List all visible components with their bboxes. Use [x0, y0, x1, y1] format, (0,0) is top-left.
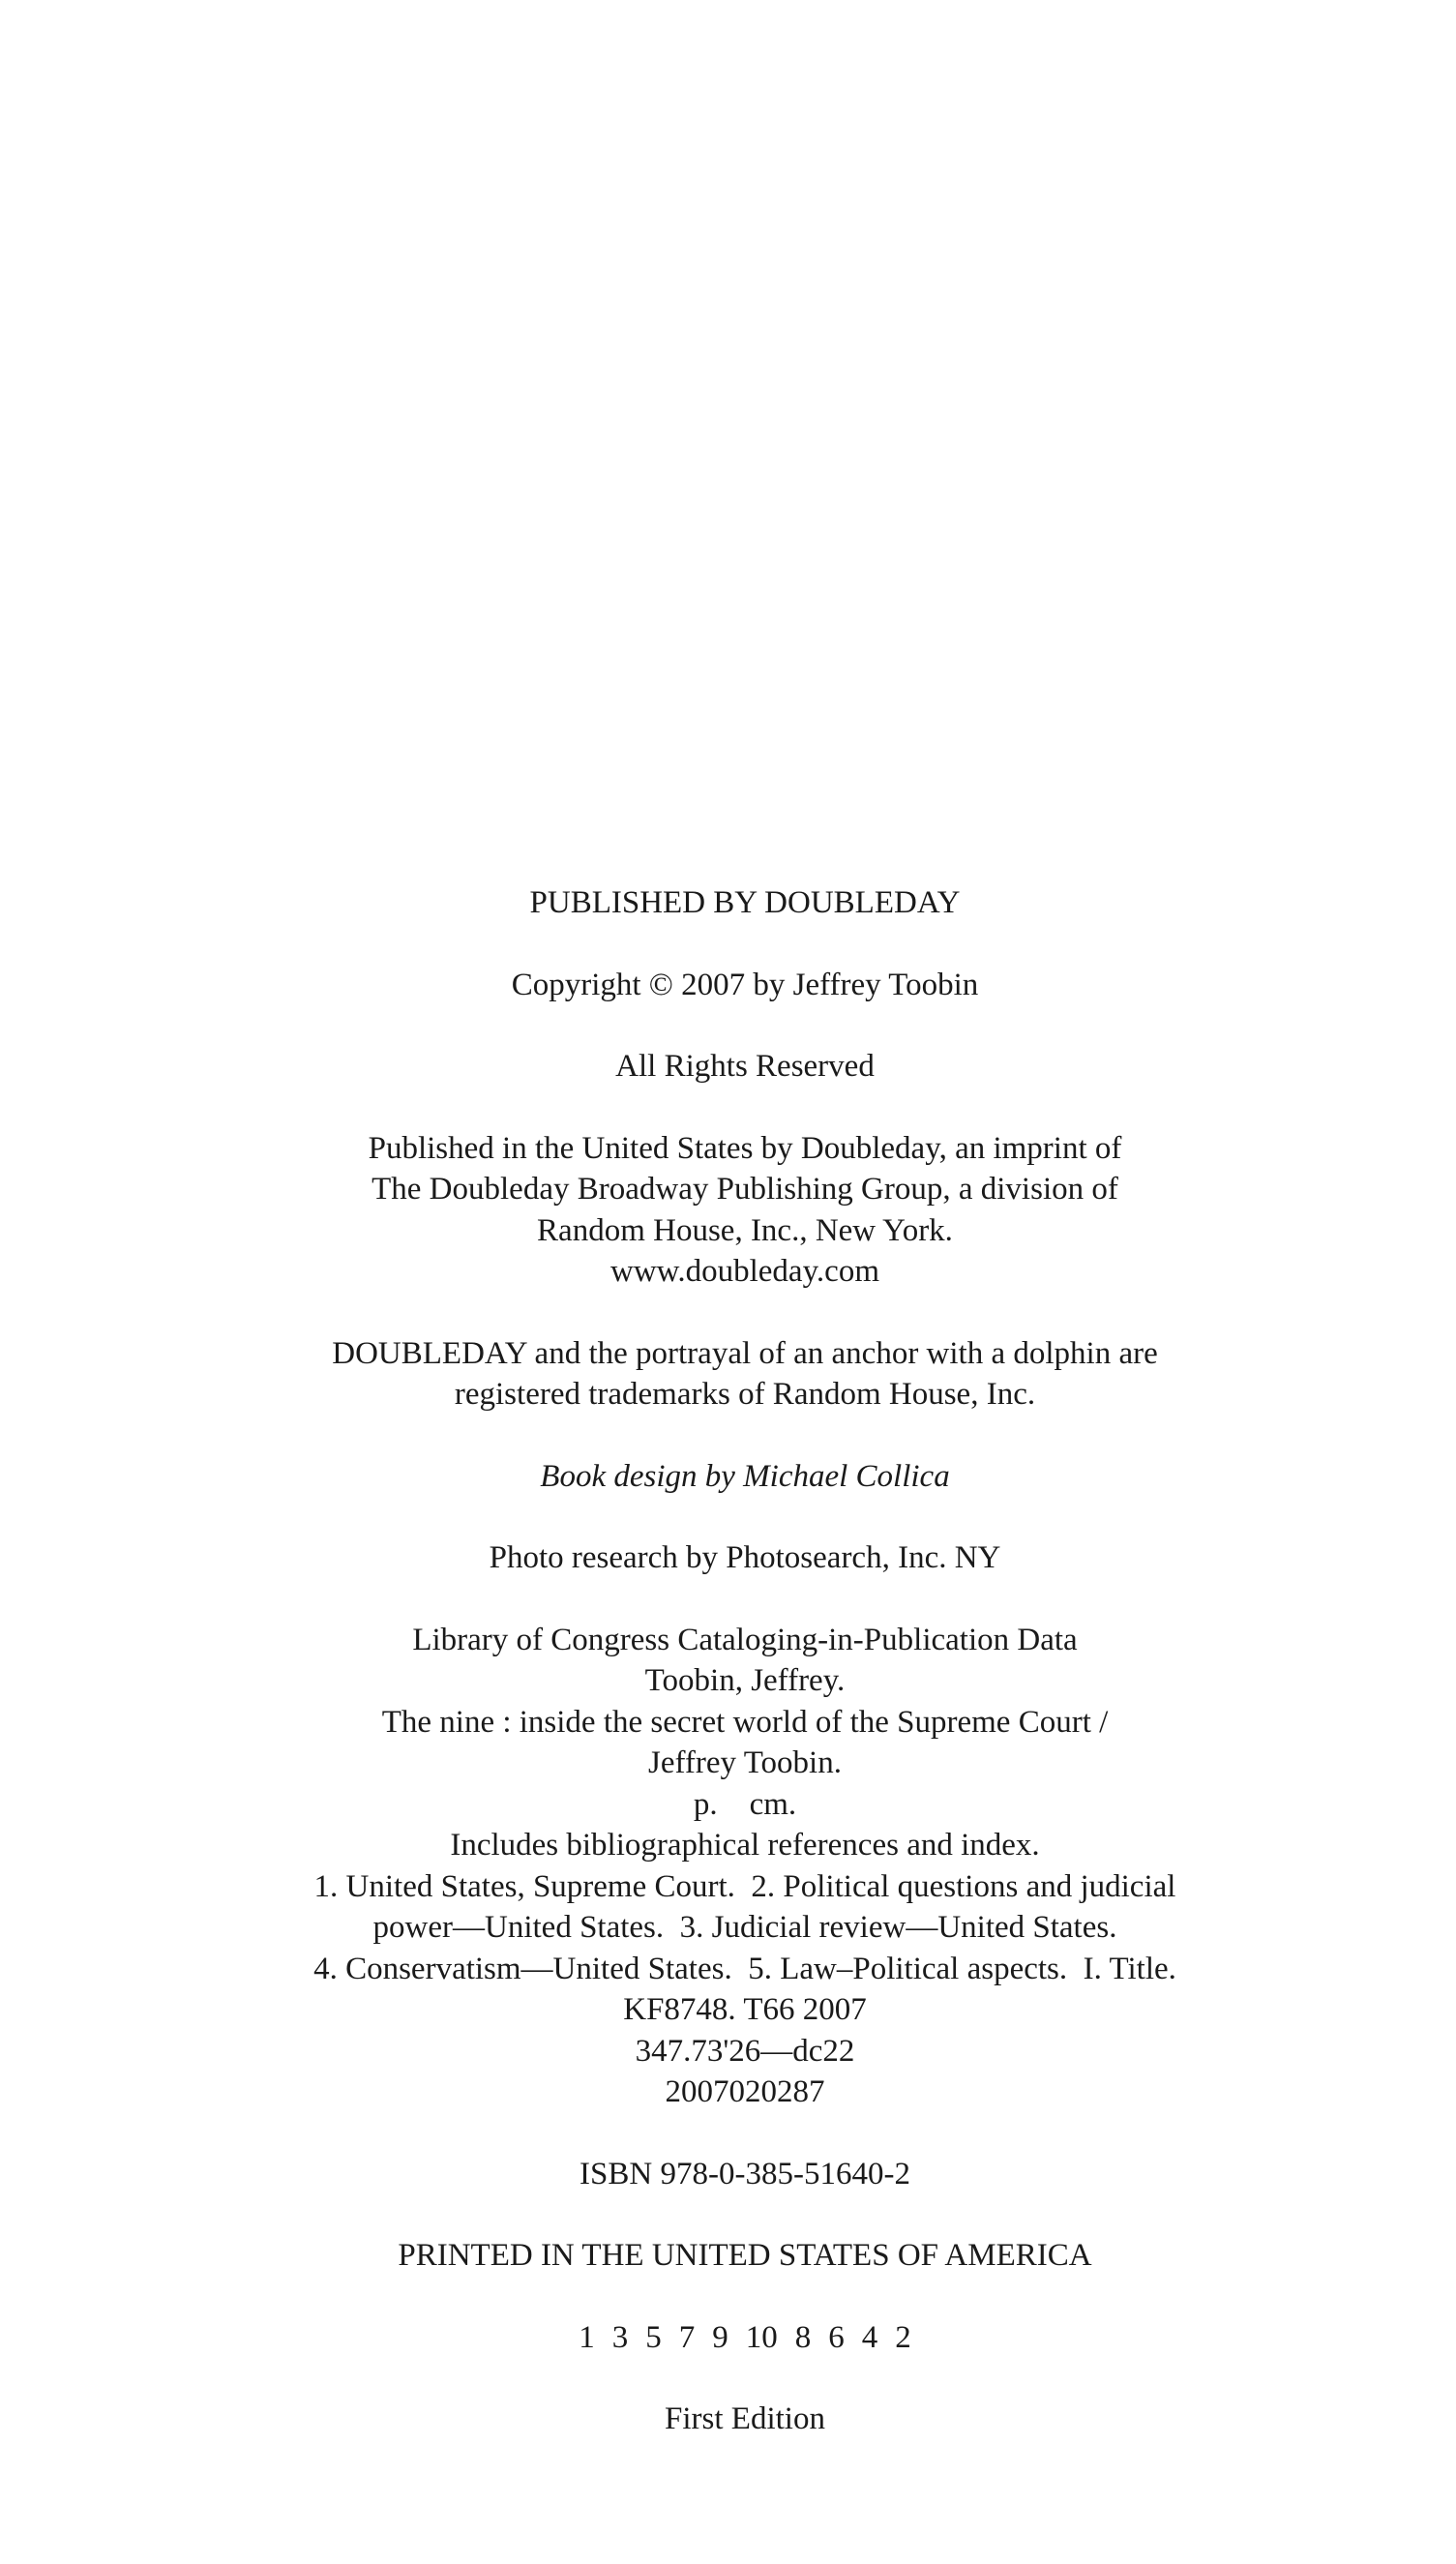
photo-research-block	[193, 1537, 1296, 1579]
rights-block	[193, 1046, 1296, 1088]
printing-number: 9	[712, 2319, 728, 2355]
printing-number: 10	[745, 2319, 778, 2355]
printing-numbers	[193, 2317, 1296, 2359]
isbn-block	[193, 2154, 1296, 2195]
copyright-notice: Copyright © 2007 by Jeffrey Toobin	[511, 967, 979, 1002]
trademark-line: DOUBLEDAY and the portrayal of an anchor with a dolphin are	[332, 1335, 1158, 1371]
photo-research-credit: Photo research by Photosearch, Inc. NY	[489, 1540, 1001, 1575]
copyright-block	[193, 965, 1296, 1006]
printing-number: 5	[645, 2319, 662, 2355]
edition-block	[193, 2399, 1296, 2440]
publication-info-line: The Doubleday Broadway Publishing Group, a division of	[371, 1172, 1118, 1207]
publication-info-line: Random House, Inc., New York.	[537, 1212, 953, 1248]
cip-line: 1. United States, Supreme Court. 2. Political questions and judicial	[313, 1868, 1176, 1904]
publisher-heading: PUBLISHED BY DOUBLEDAY	[529, 885, 961, 920]
printing-number: 7	[678, 2319, 696, 2355]
printed-in-block	[193, 2235, 1296, 2277]
cip-line: Toobin, Jeffrey.	[644, 1663, 846, 1698]
printing-number: 2	[895, 2319, 911, 2355]
cip-line: KF8748. T66 2007	[623, 1992, 867, 2027]
edition: First Edition	[665, 2401, 825, 2436]
isbn: ISBN 978-0-385-51640-2	[579, 2156, 910, 2191]
publication-info-block	[193, 1128, 1296, 1293]
cip-line: power—United States. 3. Judicial review—United States.	[372, 1910, 1117, 1945]
cip-line: p. cm.	[693, 1786, 797, 1822]
cip-line: 4. Conservatism—United States. 5. Law–Political aspects. I. Title.	[313, 1951, 1176, 1986]
publication-info-line: Published in the United States by Doubleday, an imprint of	[368, 1130, 1122, 1166]
printing-numbers-block	[193, 2317, 1296, 2359]
cip-line: Includes bibliographical references and index.	[450, 1828, 1040, 1863]
book-design-credit: Book design by Michael Collica	[540, 1458, 950, 1494]
rights-reserved: All Rights Reserved	[615, 1049, 875, 1084]
printed-in: PRINTED IN THE UNITED STATES OF AMERICA	[398, 2238, 1092, 2273]
printing-number: 3	[611, 2319, 629, 2355]
printing-number: 4	[861, 2319, 878, 2355]
cip-line: Jeffrey Toobin.	[648, 1745, 842, 1780]
printing-number: 8	[794, 2319, 812, 2355]
cip-line: Library of Congress Cataloging-in-Publication Data	[412, 1622, 1078, 1657]
publisher-website: www.doubleday.com	[610, 1254, 879, 1289]
printing-number: 6	[828, 2319, 845, 2355]
cip-line: 2007020287	[665, 2074, 825, 2109]
copyright-content	[193, 882, 1296, 2481]
trademark-line: registered trademarks of Random House, Inc.	[454, 1377, 1036, 1412]
cip-line: 347.73'26—dc22	[635, 2033, 855, 2069]
cip-block	[193, 1620, 1296, 2113]
cip-line: The nine : inside the secret world of the Supreme Court /	[381, 1704, 1109, 1740]
trademark-block	[193, 1333, 1296, 1416]
publisher-heading-block	[193, 882, 1296, 924]
book-design-block	[193, 1456, 1296, 1498]
printing-number: 1	[579, 2319, 595, 2355]
